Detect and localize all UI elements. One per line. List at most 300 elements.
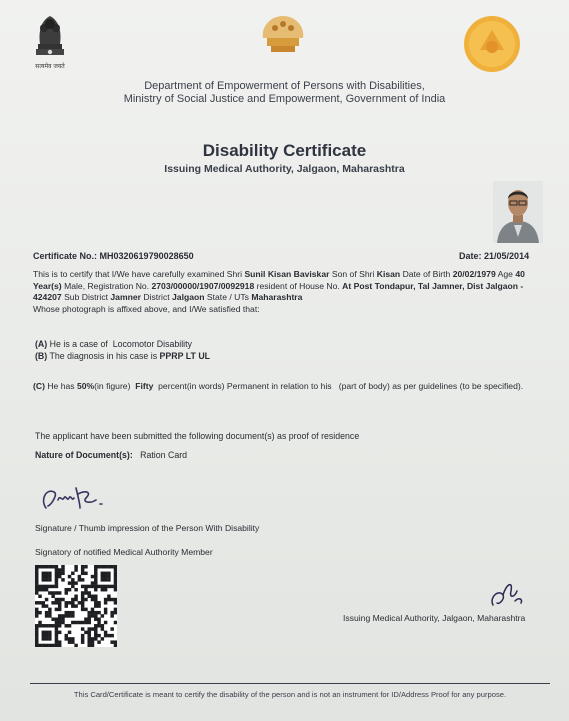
date-value: 21/05/2014 (484, 251, 530, 261)
qr-module (104, 598, 107, 601)
qr-module (87, 637, 90, 640)
qr-module (87, 611, 90, 614)
qr-module (87, 631, 90, 634)
qr-module (78, 601, 81, 604)
qr-module (55, 591, 58, 594)
qr-module (71, 581, 74, 584)
qr-module (114, 601, 117, 604)
qr-module (110, 640, 113, 643)
qr-module (38, 595, 41, 598)
qr-module (114, 568, 117, 571)
qr-module (45, 624, 48, 627)
qr-module (84, 621, 87, 624)
text: Male, Registration No. (64, 280, 150, 291)
authority-label: Issuing Medical Authority, Jalgaon, Maharashtra (343, 613, 526, 623)
qr-module (55, 644, 58, 647)
qr-module (42, 624, 45, 627)
qr-module (107, 565, 110, 568)
qr-module (68, 614, 71, 617)
qr-module (68, 601, 71, 604)
qr-module (35, 637, 38, 640)
qr-module (68, 611, 71, 614)
qr-module (94, 575, 97, 578)
qr-module (114, 640, 117, 643)
qr-module (45, 611, 48, 614)
qr-module (87, 591, 90, 594)
qr-module (91, 581, 94, 584)
qr-module (35, 565, 38, 568)
qr-module (74, 644, 77, 647)
qr-module (65, 588, 68, 591)
qr-module (71, 585, 74, 588)
person-signature-label: Signature / Thumb impression of the Person With Disability (35, 523, 260, 533)
qr-module (38, 585, 41, 588)
qr-module (42, 578, 45, 581)
qr-module (45, 585, 48, 588)
qr-module (58, 601, 61, 604)
qr-module (78, 621, 81, 624)
qr-module (48, 572, 51, 575)
qr-module (58, 575, 61, 578)
qr-module (110, 585, 113, 588)
qr-module (74, 595, 77, 598)
qr-module (97, 611, 100, 614)
qr-module (61, 568, 64, 571)
qr-module (110, 614, 113, 617)
qr-module (97, 585, 100, 588)
qr-module (104, 572, 107, 575)
qr-module (71, 601, 74, 604)
proof-statement: The applicant have been submitted the following document(s) as proof of residence (35, 431, 360, 441)
qr-module (42, 575, 45, 578)
qr-module (94, 627, 97, 630)
qr-module (94, 578, 97, 581)
qr-module (101, 588, 104, 591)
nature-value: Ration Card (140, 450, 188, 460)
qr-module (104, 588, 107, 591)
qr-module (84, 631, 87, 634)
qr-module (35, 588, 38, 591)
qr-code (35, 565, 117, 647)
qr-module (74, 581, 77, 584)
qr-module (81, 604, 84, 607)
qr-module (61, 572, 64, 575)
qr-module (55, 627, 58, 630)
certificate-number-label: Certificate No.: (33, 251, 98, 261)
qr-module (42, 572, 45, 575)
qr-module (65, 614, 68, 617)
qr-module (87, 621, 90, 624)
qr-module (104, 634, 107, 637)
qr-module (45, 631, 48, 634)
signatory-label: Signatory of notified Medical Authority Member (35, 547, 213, 557)
qr-module (107, 598, 110, 601)
qr-module (48, 634, 51, 637)
qr-module (48, 578, 51, 581)
person-signature (36, 478, 120, 520)
qr-module (104, 611, 107, 614)
qr-module (58, 640, 61, 643)
footer-divider (30, 683, 550, 684)
text: Son of Shri (331, 269, 375, 279)
qr-module (55, 598, 58, 601)
qr-module (42, 644, 45, 647)
qr-module (101, 637, 104, 640)
qr-module (35, 614, 38, 617)
qr-module (71, 640, 74, 643)
qr-module (87, 595, 90, 598)
text: (in figure) (94, 381, 131, 391)
text: resident of House No. (256, 280, 340, 291)
qr-module (104, 565, 107, 568)
qr-module (55, 608, 58, 611)
state: Maharashtra (251, 292, 303, 302)
qr-module (42, 634, 45, 637)
qr-module (61, 578, 64, 581)
qr-module (97, 634, 100, 637)
qr-module (74, 604, 77, 607)
qr-module (61, 621, 64, 624)
qr-module (94, 588, 97, 591)
issuing-authority-heading: Issuing Medical Authority, Jalgaon, Maharashtra (164, 163, 405, 175)
qr-module (38, 601, 41, 604)
qr-module (51, 585, 54, 588)
qr-module (55, 581, 58, 584)
qr-module (101, 572, 104, 575)
qr-module (48, 575, 51, 578)
qr-module (81, 608, 84, 611)
qr-module (58, 624, 61, 627)
text: Age (497, 269, 513, 279)
department-line-2: Ministry of Social Justice and Empowerment, Government of India (123, 93, 446, 105)
qr-module (114, 585, 117, 588)
qr-module (35, 611, 38, 614)
qr-module (87, 617, 90, 620)
qr-module (74, 565, 77, 568)
qr-module (51, 624, 54, 627)
qr-module (114, 578, 117, 581)
qr-module (91, 608, 94, 611)
qr-module (94, 568, 97, 571)
qr-module (55, 572, 58, 575)
qr-module (48, 608, 51, 611)
qr-module (35, 575, 38, 578)
qr-module (65, 601, 68, 604)
qr-module (91, 575, 94, 578)
qr-module (55, 585, 58, 588)
qr-module (81, 598, 84, 601)
date-of-birth: 20/02/1979 (452, 269, 496, 279)
qr-module (91, 637, 94, 640)
qr-module (87, 644, 90, 647)
qr-module (42, 604, 45, 607)
qr-module (51, 617, 54, 620)
qr-module (35, 572, 38, 575)
department-line-1: Department of Empowerment of Persons with Disabilities, (144, 80, 425, 92)
qr-module (55, 617, 58, 620)
qr-module (94, 637, 97, 640)
qr-module (97, 624, 100, 627)
qr-module (45, 637, 48, 640)
qr-module (68, 637, 71, 640)
text: (part of body) as per guidelines (to be specified). (338, 381, 524, 391)
certificate-number-value: MH0320619790028650 (99, 251, 194, 261)
qr-module (94, 601, 97, 604)
qr-module (94, 581, 97, 584)
percent-in-words: Fifty (135, 381, 154, 391)
qr-module (45, 588, 48, 591)
qr-module (51, 565, 54, 568)
qr-module (55, 601, 58, 604)
qr-module (55, 568, 58, 571)
qr-module (58, 631, 61, 634)
qr-module (42, 637, 45, 640)
qr-module (61, 614, 64, 617)
qr-module (114, 644, 117, 647)
qr-module (104, 575, 107, 578)
qr-module (55, 631, 58, 634)
qr-module (114, 572, 117, 575)
qr-module (45, 614, 48, 617)
qr-module (68, 624, 71, 627)
qr-module (48, 624, 51, 627)
qr-module (45, 634, 48, 637)
qr-module (48, 611, 51, 614)
qr-module (45, 644, 48, 647)
nature-of-document (35, 450, 187, 460)
qr-module (68, 575, 71, 578)
qr-module (91, 614, 94, 617)
qr-module (42, 565, 45, 568)
qr-module (87, 585, 90, 588)
qr-module (94, 572, 97, 575)
qr-module (91, 644, 94, 647)
qr-module (48, 591, 51, 594)
qr-module (58, 621, 61, 624)
qr-module (84, 608, 87, 611)
qr-module (110, 598, 113, 601)
clause-label: (C) (33, 381, 45, 391)
qr-module (97, 640, 100, 643)
person-photo (493, 181, 543, 243)
qr-module (81, 627, 84, 630)
footer-note: This Card/Certificate is meant to certify the disability of the person and is not an instrument for ID/Address Proof for any purpose. (73, 690, 507, 699)
qr-module (87, 640, 90, 643)
qr-module (68, 588, 71, 591)
qr-module (35, 585, 38, 588)
qr-module (110, 634, 113, 637)
qr-module (58, 591, 61, 594)
qr-module (91, 640, 94, 643)
qr-module (94, 604, 97, 607)
qr-module (58, 572, 61, 575)
qr-module (94, 634, 97, 637)
qr-module (101, 585, 104, 588)
qr-module (97, 565, 100, 568)
qr-module (97, 621, 100, 624)
clause-label: (B) (35, 351, 48, 361)
qr-module (35, 591, 38, 594)
qr-module (94, 598, 97, 601)
qr-module (107, 634, 110, 637)
qr-module (58, 604, 61, 607)
qr-module (81, 634, 84, 637)
qr-module (55, 624, 58, 627)
qr-module (94, 595, 97, 598)
qr-module (71, 604, 74, 607)
text: Sub District (64, 292, 109, 302)
qr-module (97, 617, 100, 620)
qr-module (48, 565, 51, 568)
qr-module (104, 578, 107, 581)
seal-icon (462, 14, 522, 74)
qr-module (58, 614, 61, 617)
qr-module (101, 614, 104, 617)
qr-module (110, 565, 113, 568)
qr-module (51, 644, 54, 647)
qr-module (114, 575, 117, 578)
qr-module (68, 631, 71, 634)
qr-module (101, 565, 104, 568)
qr-module (71, 598, 74, 601)
clause-b (35, 351, 210, 361)
qr-module (114, 565, 117, 568)
qr-module (94, 614, 97, 617)
qr-module (35, 581, 38, 584)
text: This is to certify that I/We have carefully examined Shri (33, 269, 243, 279)
text: District (143, 292, 170, 302)
qr-module (81, 601, 84, 604)
qr-module (42, 631, 45, 634)
qr-module (58, 598, 61, 601)
qr-module (101, 627, 104, 630)
qr-module (81, 578, 84, 581)
qr-module (48, 585, 51, 588)
qr-module (61, 617, 64, 620)
qr-module (104, 608, 107, 611)
qr-module (81, 640, 84, 643)
qr-module (84, 617, 87, 620)
qr-module (104, 601, 107, 604)
qr-module (110, 627, 113, 630)
disability-type: Locomotor Disability (112, 339, 192, 349)
registration-number: 2703/00000/1907/0092918 (151, 280, 255, 291)
certificate-title: Disability Certificate (202, 141, 367, 160)
qr-module (94, 624, 97, 627)
qr-module (65, 604, 68, 607)
district: Jalgaon (172, 292, 205, 302)
clause-a (35, 339, 192, 349)
qr-module (107, 595, 110, 598)
qr-module (38, 621, 41, 624)
text: He has (47, 381, 75, 391)
qr-module (104, 621, 107, 624)
qr-module (74, 621, 77, 624)
qr-module (91, 598, 94, 601)
qr-module (74, 598, 77, 601)
qr-module (42, 588, 45, 591)
qr-module (78, 575, 81, 578)
qr-module (87, 634, 90, 637)
qr-module (84, 572, 87, 575)
qr-module (65, 624, 68, 627)
qr-module (71, 621, 74, 624)
diagnosis: PPRP LT UL (159, 351, 211, 361)
qr-module (55, 621, 58, 624)
qr-module (51, 601, 54, 604)
qr-module (81, 595, 84, 598)
qr-module (38, 624, 41, 627)
qr-module (55, 565, 58, 568)
qr-module (45, 575, 48, 578)
age: 40 Year(s) (33, 269, 525, 291)
qr-module (91, 627, 94, 630)
qr-module (107, 585, 110, 588)
state-emblem-icon (255, 12, 311, 56)
qr-module (114, 598, 117, 601)
qr-module (101, 624, 104, 627)
qr-module (104, 631, 107, 634)
qr-module (35, 608, 38, 611)
qr-module (38, 644, 41, 647)
qr-module (107, 572, 110, 575)
qr-module (97, 601, 100, 604)
qr-module (65, 591, 68, 594)
date-label: Date: (459, 251, 482, 261)
qr-module (68, 581, 71, 584)
qr-module (65, 637, 68, 640)
qr-module (114, 581, 117, 584)
qr-module (114, 621, 117, 624)
qr-module (51, 595, 54, 598)
qr-module (55, 640, 58, 643)
qr-module (71, 614, 74, 617)
qr-module (84, 591, 87, 594)
certificate-date (459, 251, 529, 261)
qr-module (35, 640, 38, 643)
qr-module (104, 585, 107, 588)
qr-module (51, 591, 54, 594)
qr-module (35, 601, 38, 604)
qr-module (58, 608, 61, 611)
qr-module (94, 585, 97, 588)
qr-module (101, 578, 104, 581)
qr-module (38, 588, 41, 591)
sub-district: Jamner (110, 292, 141, 302)
qr-module (87, 627, 90, 630)
clause-label: (A) (35, 339, 48, 349)
svg-text:सत्यमेव जयते: सत्यमेव जयते (35, 63, 65, 70)
qr-module (87, 614, 90, 617)
qr-module (81, 572, 84, 575)
qr-module (114, 611, 117, 614)
qr-module (74, 568, 77, 571)
qr-module (55, 575, 58, 578)
qr-module (35, 631, 38, 634)
clause-text: The diagnosis in his case is (49, 351, 158, 361)
qr-module (65, 634, 68, 637)
qr-module (81, 591, 84, 594)
qr-module (84, 588, 87, 591)
qr-module (91, 585, 94, 588)
qr-module (107, 578, 110, 581)
clause-c (33, 381, 543, 393)
qr-module (35, 627, 38, 630)
qr-module (84, 585, 87, 588)
qr-module (38, 611, 41, 614)
qr-module (45, 598, 48, 601)
qr-module (81, 565, 84, 568)
